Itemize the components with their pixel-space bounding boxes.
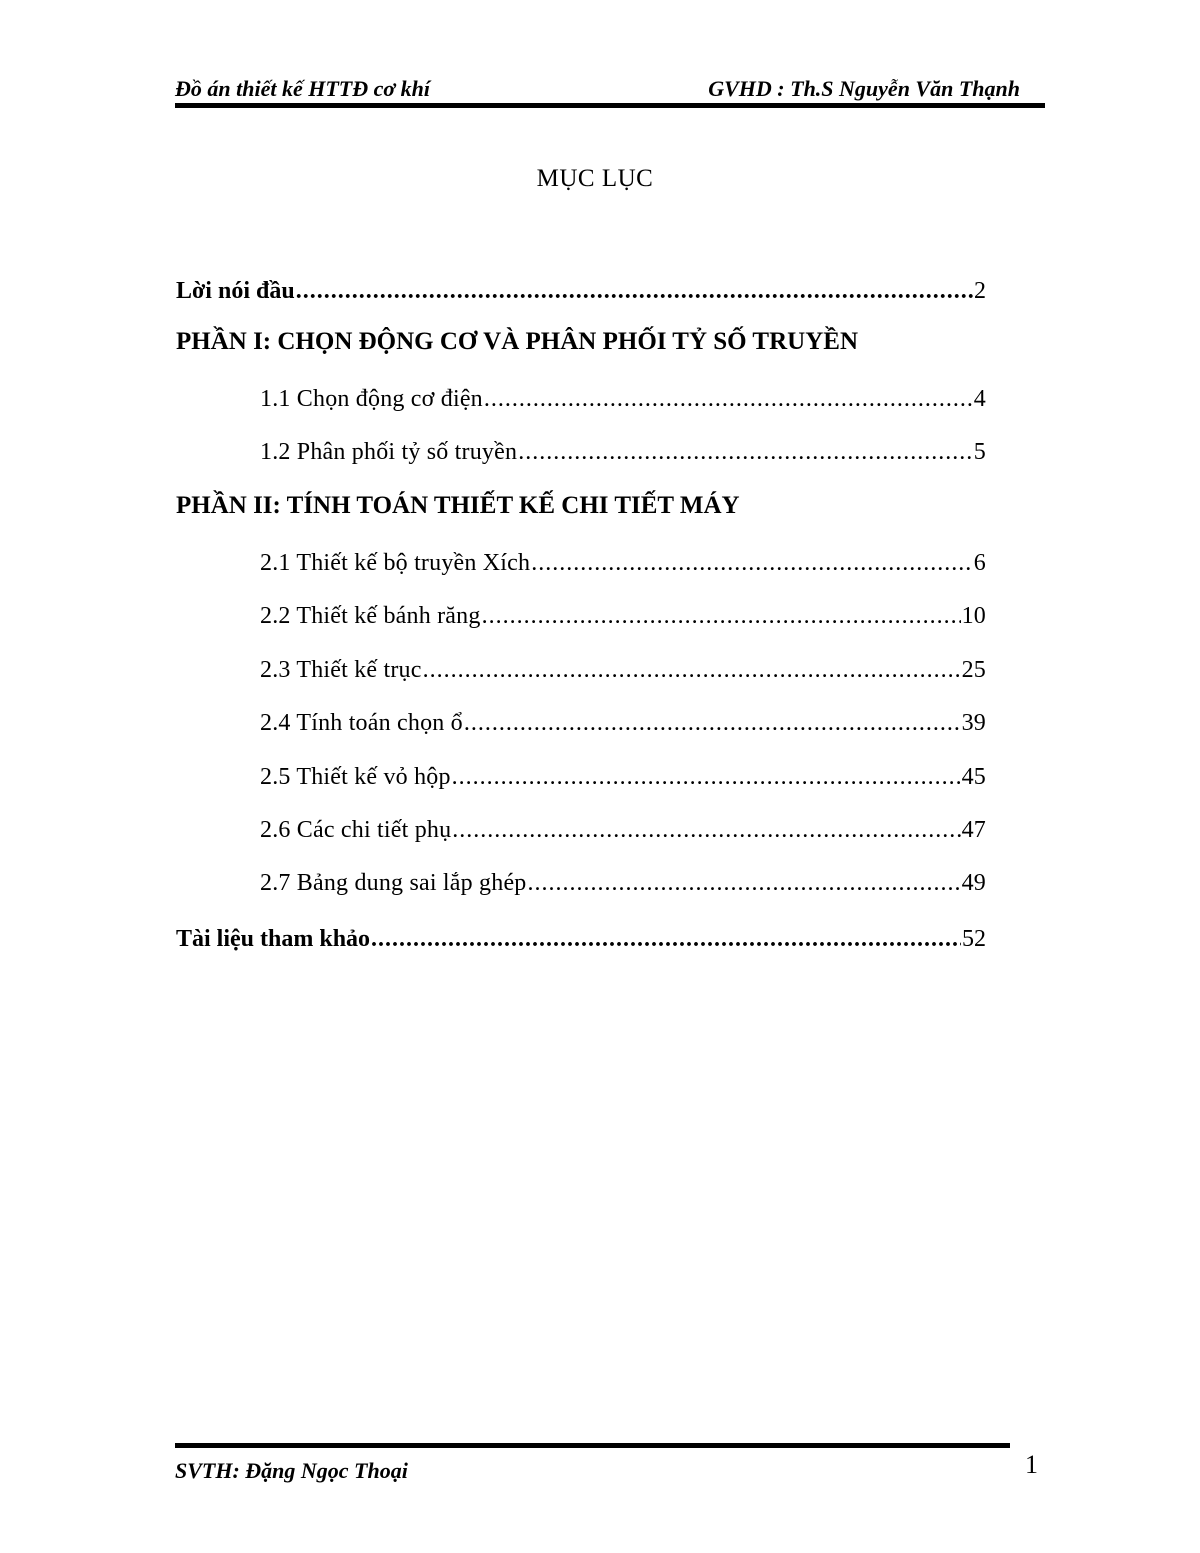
toc-entry-page: 52 xyxy=(962,926,986,952)
toc-entry-label: 2.6 Các chi tiết phụ xyxy=(260,817,452,843)
toc-entry-page: 4 xyxy=(973,386,986,412)
toc-leader-dots xyxy=(528,870,961,897)
toc-leader-dots xyxy=(423,657,961,684)
toc-entry-label: 2.3 Thiết kế trục xyxy=(260,657,422,683)
footer-page-number: 1 xyxy=(1025,1450,1038,1479)
header-supervisor: GVHD : Th.S Nguyễn Văn Thạnh xyxy=(708,76,1020,101)
toc-entry-2-4[interactable] xyxy=(176,710,986,737)
toc-entry-2-2[interactable] xyxy=(176,603,986,630)
toc-entry-page: 45 xyxy=(961,764,986,790)
toc-part2-heading[interactable]: PHẦN II: TÍNH TOÁN THIẾT KẾ CHI TIẾT MÁY xyxy=(176,492,740,519)
footer-rule xyxy=(175,1443,1010,1448)
header-rule xyxy=(175,103,1045,108)
toc-entry-2-1[interactable] xyxy=(176,550,986,577)
toc-entry-1-2[interactable] xyxy=(176,439,986,466)
toc-entry-label: 2.7 Bảng dung sai lắp ghép xyxy=(260,870,527,896)
toc-leader-dots xyxy=(452,817,960,844)
toc-entry-page: 47 xyxy=(961,817,986,843)
toc-entry-page: 25 xyxy=(961,657,986,683)
toc-entry-page: 10 xyxy=(961,603,986,629)
toc-entry-2-7[interactable] xyxy=(176,870,986,897)
toc-entry-2-3[interactable] xyxy=(176,657,986,684)
toc-entry-label: Tài liệu tham khảo xyxy=(176,926,371,952)
toc-entry-page: 2 xyxy=(974,278,986,304)
toc-entry-intro[interactable] xyxy=(176,278,986,305)
toc-entry-page: 5 xyxy=(973,439,986,465)
page-title: MỤC LỤC xyxy=(536,165,654,192)
toc-entry-label: 1.2 Phân phối tỷ số truyền xyxy=(260,439,518,465)
toc-entry-references[interactable] xyxy=(176,926,986,953)
toc-leader-dots xyxy=(531,550,973,577)
footer-student: SVTH: Đặng Ngọc Thoại xyxy=(175,1458,408,1483)
toc-leader-dots xyxy=(371,926,961,953)
toc-leader-dots xyxy=(296,278,973,305)
toc-entry-label: 2.5 Thiết kế vỏ hộp xyxy=(260,764,451,790)
toc-entry-page: 39 xyxy=(961,710,986,736)
header-course-title: Đồ án thiết kế HTTĐ cơ khí xyxy=(175,76,431,101)
toc-entry-label: 2.4 Tính toán chọn ổ xyxy=(260,710,463,736)
toc-leader-dots xyxy=(464,710,961,737)
toc-entry-label: Lời nói đầu xyxy=(176,278,295,304)
toc-entry-1-1[interactable] xyxy=(176,386,986,413)
toc-entry-page: 6 xyxy=(973,550,986,576)
toc-leader-dots xyxy=(452,764,961,791)
toc-part1-heading[interactable]: PHẦN I: CHỌN ĐỘNG CƠ VÀ PHÂN PHỐI TỶ SỐ TRUYỀN xyxy=(176,328,858,355)
toc-leader-dots xyxy=(518,439,973,466)
toc-entry-label: 2.2 Thiết kế bánh răng xyxy=(260,603,481,629)
toc-entry-2-6[interactable] xyxy=(176,817,986,844)
toc-entry-page: 49 xyxy=(961,870,986,896)
toc-leader-dots xyxy=(484,386,973,413)
toc-entry-2-5[interactable] xyxy=(176,764,986,791)
page-header xyxy=(175,72,1045,106)
toc-entry-label: 1.1 Chọn động cơ điện xyxy=(260,386,483,412)
toc-leader-dots xyxy=(482,603,961,630)
toc-entry-label: 2.1 Thiết kế bộ truyền Xích xyxy=(260,550,531,576)
